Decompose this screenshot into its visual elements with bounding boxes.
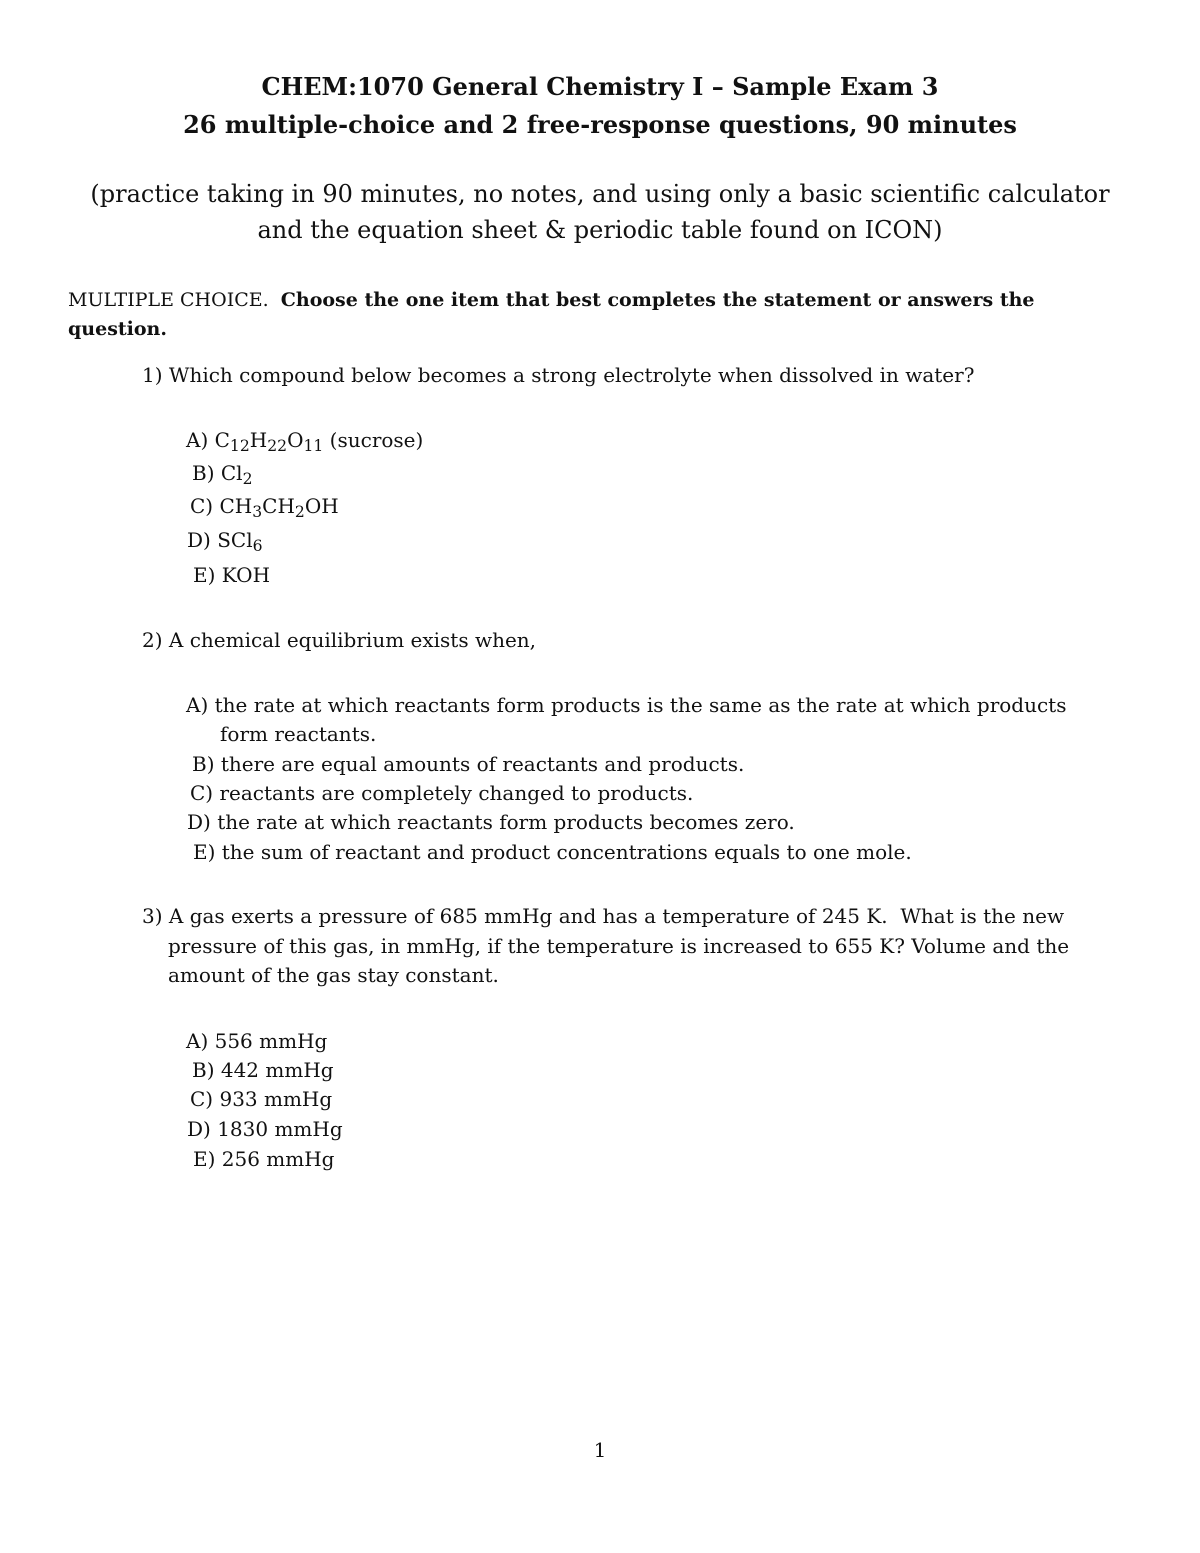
question-text: A chemical equilibrium exists when, [168, 628, 537, 652]
choice-1e [193, 561, 270, 591]
choice-letter: E) [193, 563, 216, 587]
choice-2c [190, 779, 693, 809]
choice-letter: B) [192, 752, 215, 776]
choice-formula: $C_{12}H_{22}O_{11}$ (sucrose) [214, 428, 424, 455]
question-1 [142, 361, 974, 391]
question-number: 2) [142, 628, 163, 652]
section-label: MULTIPLE CHOICE. [68, 289, 269, 311]
choice-3d [187, 1115, 343, 1145]
question-text: A gas exerts a pressure of 685 mmHg and has a temperature of 245 K. What is the new [168, 904, 1065, 928]
choice-text: the rate at which reactants form products becomes zero. [217, 810, 795, 834]
choice-letter: D) [187, 528, 211, 552]
choice-1b [192, 459, 252, 489]
choice-letter: D) [187, 1117, 211, 1141]
choice-text: the sum of reactant and product concentrations equals to one mole. [221, 840, 912, 864]
choice-text: reactants are completely changed to products. [219, 781, 694, 805]
choice-2a-continued: form reactants. [220, 722, 377, 746]
exam-note-line-1: (practice taking in 90 minutes, no notes, and using only a basic scientific calculator [90, 180, 1110, 208]
choice-2e [193, 838, 912, 868]
choice-letter: C) [190, 494, 214, 518]
choice-text: 256 mmHg [221, 1147, 335, 1171]
question-3 [142, 902, 1064, 932]
question-2 [142, 626, 536, 656]
choice-3e [193, 1145, 334, 1175]
choice-formula: $CH_3CH_2OH$ [219, 494, 339, 521]
choice-1c [190, 492, 339, 522]
choice-text: 556 mmHg [214, 1029, 328, 1053]
exam-note-line-2: and the equation sheet & periodic table found on ICON) [257, 216, 943, 244]
choice-text: 933 mmHg [219, 1087, 333, 1111]
choice-text: the rate at which reactants form products is the same as the rate at which products [214, 693, 1067, 717]
choice-letter: C) [190, 1087, 214, 1111]
choice-1d [187, 526, 263, 556]
choice-letter: E) [193, 840, 216, 864]
choice-2d [187, 808, 795, 838]
section-directions: Choose the one item that best completes the statement or answers the question. [68, 289, 1035, 340]
choice-letter: C) [190, 781, 214, 805]
choice-formula: KOH [221, 563, 271, 587]
choice-2a [186, 691, 1066, 721]
question-3-line-3: amount of the gas stay constant. [168, 963, 499, 987]
choice-formula: SCl$_6$ [217, 528, 263, 555]
question-number: 3) [142, 904, 163, 928]
exam-subtitle: 26 multiple-choice and 2 free-response questions, 90 minutes [183, 110, 1017, 139]
choice-letter: E) [193, 1147, 216, 1171]
choice-3c [190, 1085, 332, 1115]
choice-3b [192, 1056, 334, 1086]
choice-letter: A) [186, 428, 209, 452]
choice-letter: B) [192, 1058, 215, 1082]
choice-letter: A) [186, 693, 209, 717]
page-number: 1 [593, 1438, 607, 1462]
choice-letter: A) [186, 1029, 209, 1053]
question-3-line-2: pressure of this gas, in mmHg, if the temperature is increased to 655 K? Volume and the [168, 934, 1070, 958]
choice-formula: $Cl_2$ [220, 461, 253, 488]
choice-text: 442 mmHg [220, 1058, 334, 1082]
choice-letter: D) [187, 810, 211, 834]
choice-2b [192, 750, 744, 780]
question-number: 1) [142, 363, 163, 387]
exam-title: CHEM:1070 General Chemistry I – Sample Exam 3 [261, 72, 939, 101]
question-text: Which compound below becomes a strong electrolyte when dissolved in water? [168, 363, 975, 387]
section-instructions [68, 286, 1078, 344]
choice-text: there are equal amounts of reactants and products. [220, 752, 745, 776]
choice-1a [186, 426, 423, 456]
choice-text: 1830 mmHg [217, 1117, 343, 1141]
choice-letter: B) [192, 461, 215, 485]
choice-3a [186, 1027, 327, 1057]
